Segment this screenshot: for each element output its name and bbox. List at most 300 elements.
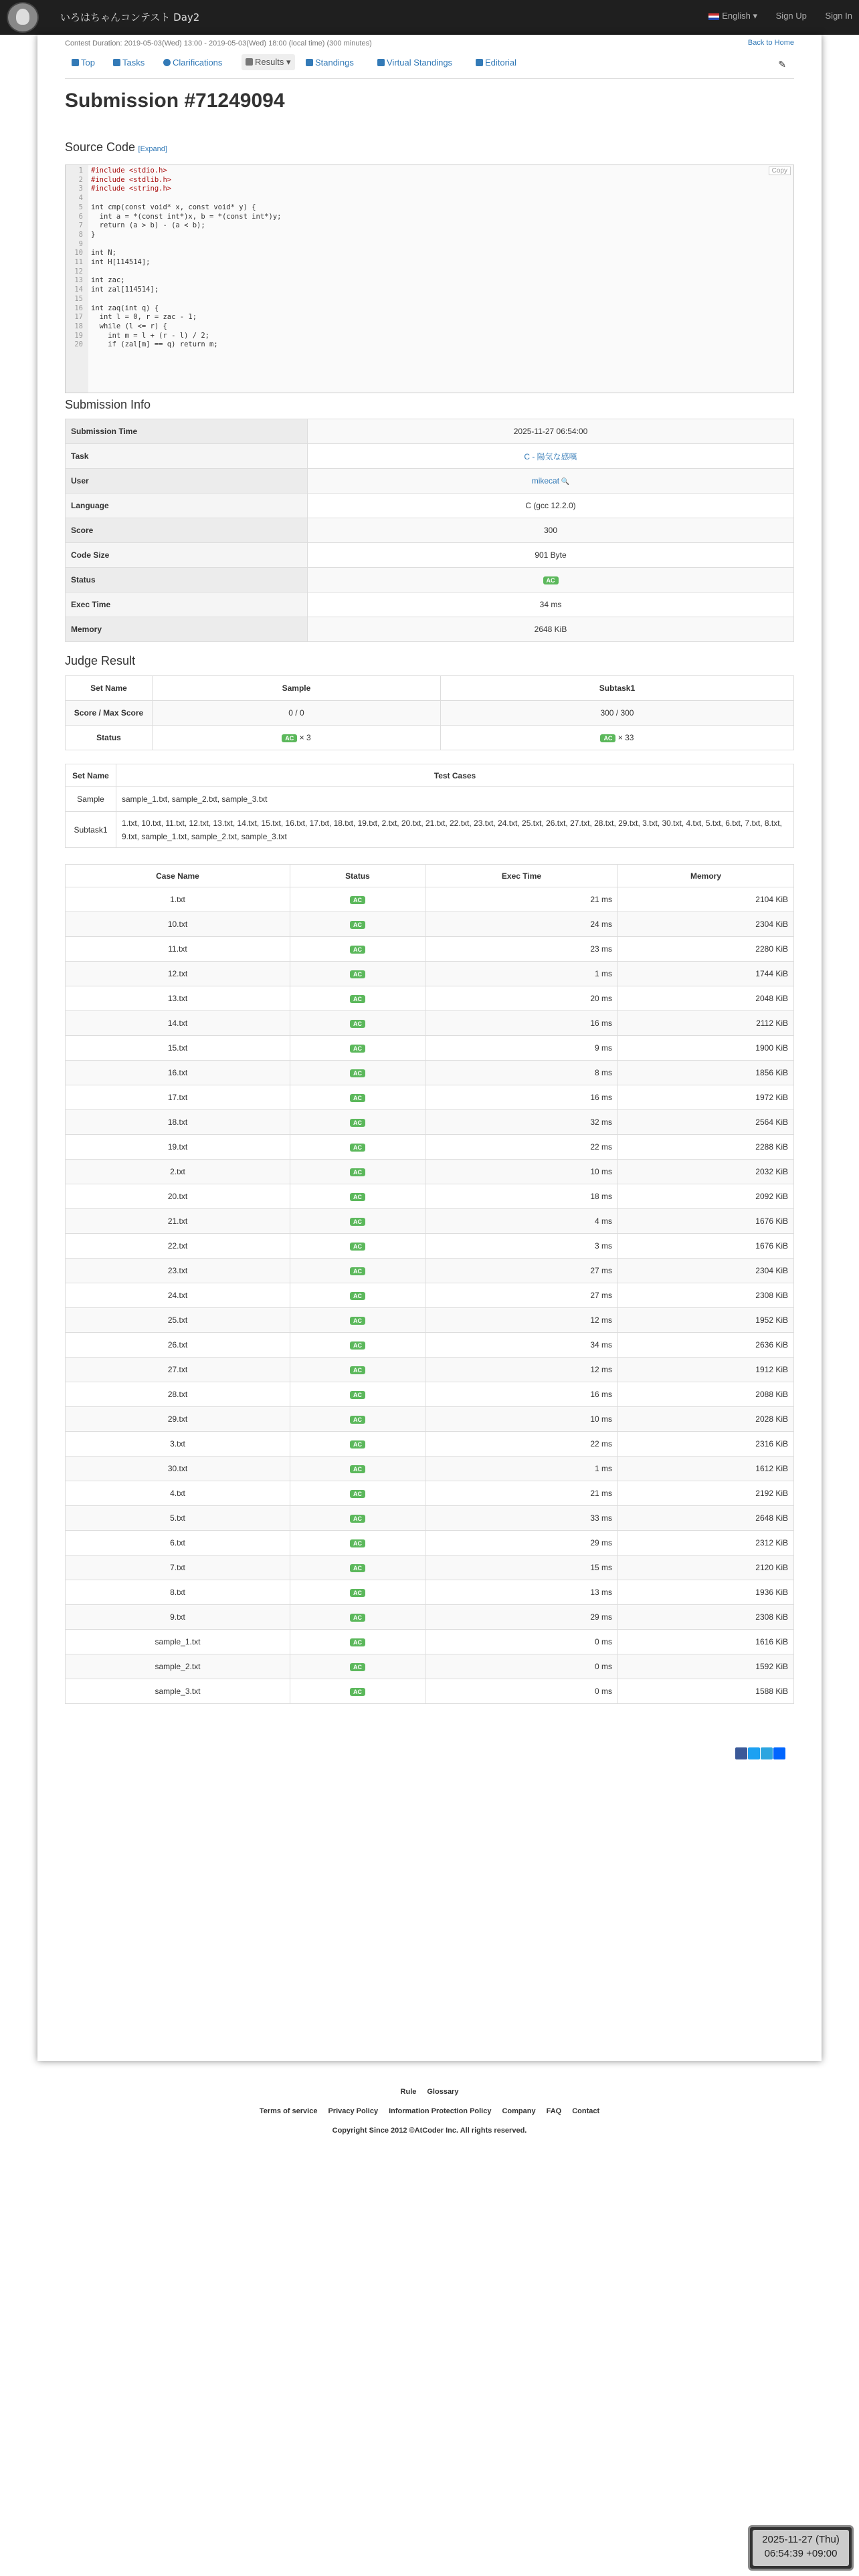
case-exec-time: 0 ms	[425, 1654, 618, 1679]
table-row	[66, 1382, 794, 1407]
case-memory: 1936 KiB	[618, 1580, 794, 1605]
ac-badge: AC	[350, 1317, 365, 1325]
case-memory: 2312 KiB	[618, 1531, 794, 1555]
case-exec-time: 3 ms	[425, 1234, 618, 1259]
case-exec-time: 33 ms	[425, 1506, 618, 1531]
table-row	[66, 1630, 794, 1654]
table-row	[66, 1358, 794, 1382]
case-memory: 1912 KiB	[618, 1358, 794, 1382]
case-name: 1.txt	[66, 887, 290, 912]
case-exec-time: 29 ms	[425, 1605, 618, 1630]
code-text: int zal[114514];	[91, 286, 159, 294]
table-row	[66, 937, 794, 962]
pin-icon[interactable]: ✎	[778, 59, 786, 70]
info-value-text: 300	[543, 526, 558, 535]
header-sample: Sample	[153, 676, 441, 701]
ac-badge: AC	[350, 1341, 365, 1350]
code-line	[66, 167, 793, 176]
facebook-icon[interactable]	[735, 1747, 747, 1759]
back-to-home-link[interactable]: Back to Home	[747, 39, 794, 47]
sign-in-link[interactable]: Sign In	[825, 11, 852, 21]
search-icon[interactable]: 🔍	[559, 478, 570, 486]
info-row	[66, 617, 794, 642]
sample-score: 0 / 0	[153, 701, 441, 726]
info-label: Language	[66, 494, 308, 518]
telegram-icon[interactable]	[761, 1747, 773, 1759]
case-exec-time: 8 ms	[425, 1061, 618, 1085]
fixed-clock	[748, 2525, 854, 2571]
footer-link-terms[interactable]: Terms of service	[259, 2107, 318, 2115]
case-memory: 2028 KiB	[618, 1407, 794, 1432]
info-row	[66, 419, 794, 444]
case-exec-time: 32 ms	[425, 1110, 618, 1135]
table-row	[66, 962, 794, 986]
case-memory: 2192 KiB	[618, 1481, 794, 1506]
tab-results[interactable]: Results ▾	[242, 54, 295, 70]
case-memory: 1616 KiB	[618, 1630, 794, 1654]
case-memory: 2288 KiB	[618, 1135, 794, 1160]
code-line	[66, 295, 793, 304]
header-test-cases: Test Cases	[116, 764, 794, 787]
line-number: 15	[74, 294, 83, 303]
case-memory: 2304 KiB	[618, 1259, 794, 1283]
ac-badge: AC	[350, 1094, 365, 1102]
case-exec-time: 20 ms	[425, 986, 618, 1011]
code-line	[66, 313, 793, 322]
case-name: sample_3.txt	[66, 1679, 290, 1704]
table-row	[66, 1432, 794, 1457]
case-name: 12.txt	[66, 962, 290, 986]
case-status	[290, 1011, 425, 1036]
table-row	[66, 1654, 794, 1679]
case-exec-time: 1 ms	[425, 1457, 618, 1481]
case-status	[290, 986, 425, 1011]
header-status: Status	[290, 865, 425, 887]
table-row	[66, 1333, 794, 1358]
case-name: 4.txt	[66, 1481, 290, 1506]
case-exec-time: 23 ms	[425, 937, 618, 962]
footer-link-company[interactable]: Company	[502, 2107, 536, 2115]
tab-editorial[interactable]: Editorial	[476, 58, 516, 68]
line-number: 19	[74, 331, 83, 340]
case-name: 7.txt	[66, 1555, 290, 1580]
ac-badge: AC	[350, 896, 365, 904]
score-label: Score / Max Score	[66, 701, 153, 726]
table-row	[66, 1259, 794, 1283]
case-exec-time: 16 ms	[425, 1011, 618, 1036]
line-number: 18	[74, 322, 83, 330]
info-row	[66, 593, 794, 617]
info-row	[66, 518, 794, 543]
case-memory: 2308 KiB	[618, 1283, 794, 1308]
info-label: Score	[66, 518, 308, 543]
header-subtask1: Subtask1	[440, 676, 793, 701]
info-row	[66, 444, 794, 469]
source-code-block[interactable]	[65, 165, 794, 393]
ac-badge: AC	[282, 734, 297, 742]
case-memory: 1592 KiB	[618, 1654, 794, 1679]
table-row	[66, 1605, 794, 1630]
case-name: 15.txt	[66, 1036, 290, 1061]
info-label: Submission Time	[66, 419, 308, 444]
case-status	[290, 887, 425, 912]
user-link[interactable]: mikecat	[531, 476, 560, 486]
case-status	[290, 1382, 425, 1407]
footer-link-contact[interactable]: Contact	[572, 2107, 600, 2115]
case-exec-time: 21 ms	[425, 1481, 618, 1506]
case-name: 5.txt	[66, 1506, 290, 1531]
case-status	[290, 1209, 425, 1234]
table-row	[66, 1580, 794, 1605]
table-row	[66, 1184, 794, 1209]
ac-badge: AC	[350, 1119, 365, 1127]
case-name: 19.txt	[66, 1135, 290, 1160]
case-status	[290, 1432, 425, 1457]
case-memory: 2316 KiB	[618, 1432, 794, 1457]
twitter-icon[interactable]	[748, 1747, 760, 1759]
case-name: 24.txt	[66, 1283, 290, 1308]
case-memory: 1588 KiB	[618, 1679, 794, 1704]
case-memory: 1972 KiB	[618, 1085, 794, 1110]
info-value-text: C (gcc 12.2.0)	[525, 501, 576, 510]
case-name: 10.txt	[66, 912, 290, 937]
case-name: sample_1.txt	[66, 1630, 290, 1654]
atcoder-logo[interactable]	[7, 2, 39, 33]
case-exec-time: 22 ms	[425, 1135, 618, 1160]
footer-link-faq[interactable]: FAQ	[546, 2107, 562, 2115]
case-status	[290, 1506, 425, 1531]
code-line	[66, 185, 793, 194]
test-sets-table	[65, 764, 794, 848]
case-name: sample_2.txt	[66, 1654, 290, 1679]
info-row	[66, 494, 794, 518]
case-status	[290, 937, 425, 962]
table-row	[66, 1135, 794, 1160]
case-status	[290, 912, 425, 937]
case-memory: 2032 KiB	[618, 1160, 794, 1184]
code-text: int cmp(const void* x, const void* y) {	[91, 203, 256, 211]
info-value	[308, 568, 794, 593]
case-memory: 2104 KiB	[618, 887, 794, 912]
info-value	[308, 593, 794, 617]
table-row	[66, 1085, 794, 1110]
case-exec-time: 29 ms	[425, 1531, 618, 1555]
code-text: int a = *(const int*)x, b = *(const int*)y;	[91, 212, 282, 221]
case-name: 13.txt	[66, 986, 290, 1011]
case-exec-time: 12 ms	[425, 1308, 618, 1333]
case-exec-time: 13 ms	[425, 1580, 618, 1605]
case-memory: 2304 KiB	[618, 912, 794, 937]
case-memory: 1856 KiB	[618, 1061, 794, 1085]
code-line	[66, 176, 793, 185]
line-number: 8	[78, 230, 83, 239]
header-set-name: Set Name	[66, 764, 116, 787]
code-line	[66, 213, 793, 222]
case-memory: 1900 KiB	[618, 1036, 794, 1061]
case-name: 2.txt	[66, 1160, 290, 1184]
case-name: 23.txt	[66, 1259, 290, 1283]
code-line	[66, 304, 793, 314]
case-name: 27.txt	[66, 1358, 290, 1382]
tab-top[interactable]: Top	[72, 58, 95, 68]
ac-badge: AC	[350, 1144, 365, 1152]
nav-right	[692, 11, 852, 21]
case-exec-time: 18 ms	[425, 1184, 618, 1209]
page-title: Submission #71249094	[65, 90, 285, 112]
case-exec-time: 34 ms	[425, 1333, 618, 1358]
code-text: int m = l + (r - l) / 2;	[91, 331, 210, 340]
table-row	[66, 1506, 794, 1531]
case-status	[290, 1555, 425, 1580]
case-status	[290, 962, 425, 986]
case-status	[290, 1531, 425, 1555]
case-exec-time: 0 ms	[425, 1630, 618, 1654]
table-row	[66, 1457, 794, 1481]
table-icon	[246, 58, 253, 66]
info-row	[66, 568, 794, 593]
case-memory: 2092 KiB	[618, 1184, 794, 1209]
code-text: if (zal[m] == q) return m;	[91, 340, 218, 349]
code-text: }	[91, 230, 96, 239]
table-row	[66, 1555, 794, 1580]
case-status	[290, 1061, 425, 1085]
case-memory: 2564 KiB	[618, 1110, 794, 1135]
sort-icon	[306, 59, 313, 66]
language-dropdown[interactable]: English ▾	[708, 11, 757, 21]
contest-tabs	[65, 52, 794, 79]
case-name: 17.txt	[66, 1085, 290, 1110]
case-name: 8.txt	[66, 1580, 290, 1605]
tab-virtual-standings[interactable]: Virtual Standings	[377, 58, 452, 68]
line-number: 10	[74, 249, 83, 257]
info-row	[66, 543, 794, 568]
navbar	[0, 0, 859, 35]
case-memory: 1612 KiB	[618, 1457, 794, 1481]
set-cases: sample_1.txt, sample_2.txt, sample_3.txt	[116, 787, 794, 812]
line-number: 2	[78, 175, 83, 184]
table-row	[66, 1283, 794, 1308]
table-row	[66, 1061, 794, 1085]
case-memory: 1952 KiB	[618, 1308, 794, 1333]
status-label: Status	[66, 726, 153, 750]
case-status	[290, 1308, 425, 1333]
table-row	[66, 1209, 794, 1234]
home-icon	[72, 59, 79, 66]
set-cases: 1.txt, 10.txt, 11.txt, 12.txt, 13.txt, 14.txt, 15.txt, 16.txt, 17.txt, 18.txt, 19.txt, 2.txt, 20.txt, 21.txt, 22.txt, 23.txt, 24.txt, 25.txt, 26.txt, 27.txt, 28.txt, 29.txt, 3.txt, 30.txt, 4.txt, 5.txt, 6.txt, 7.txt, 8.txt, 9.txt, sample_1.txt, sample_2.txt, sample_3.txt	[116, 812, 794, 848]
table-row	[66, 1036, 794, 1061]
info-value	[308, 518, 794, 543]
code-text: while (l <= r) {	[91, 322, 167, 330]
info-value	[308, 419, 794, 444]
info-label: Task	[66, 444, 308, 469]
submission-info-table	[65, 419, 794, 642]
case-status	[290, 1580, 425, 1605]
case-status	[290, 1085, 425, 1110]
code-text: int zaq(int q) {	[91, 304, 159, 312]
case-memory: 2648 KiB	[618, 1506, 794, 1531]
case-name: 25.txt	[66, 1308, 290, 1333]
ac-badge: AC	[350, 1638, 365, 1646]
subtask1-status: AC × 33	[440, 726, 793, 750]
code-line	[66, 267, 793, 277]
case-exec-time: 10 ms	[425, 1407, 618, 1432]
main-panel	[37, 35, 822, 2061]
info-label: User	[66, 469, 308, 494]
flag-icon	[708, 13, 719, 20]
code-line	[66, 203, 793, 213]
case-exec-time: 24 ms	[425, 912, 618, 937]
ac-badge: AC	[350, 1515, 365, 1523]
case-exec-time: 10 ms	[425, 1160, 618, 1184]
ac-badge: AC	[350, 1243, 365, 1251]
ac-badge: AC	[600, 734, 615, 742]
case-exec-time: 22 ms	[425, 1432, 618, 1457]
case-name: 18.txt	[66, 1110, 290, 1135]
info-value	[308, 494, 794, 518]
case-status	[290, 1135, 425, 1160]
footer-link-info-protection[interactable]: Information Protection Policy	[389, 2107, 492, 2115]
code-line	[66, 322, 793, 332]
case-exec-time: 16 ms	[425, 1085, 618, 1110]
table-row	[66, 1234, 794, 1259]
line-number: 7	[78, 221, 83, 230]
case-name: 30.txt	[66, 1457, 290, 1481]
copy-button[interactable]: Copy	[769, 167, 791, 175]
ac-badge: AC	[350, 1589, 365, 1597]
line-number: 9	[78, 239, 83, 248]
line-number: 14	[74, 286, 83, 294]
case-status	[290, 1259, 425, 1283]
contest-brand[interactable]: いろはちゃんコンテスト Day2	[60, 11, 200, 23]
info-value	[308, 543, 794, 568]
table-row	[66, 1481, 794, 1506]
code-text: int l = 0, r = zac - 1;	[91, 313, 197, 322]
ac-badge: AC	[543, 576, 559, 584]
case-status	[290, 1184, 425, 1209]
case-name: 11.txt	[66, 937, 290, 962]
judge-result-heading: Judge Result	[65, 654, 136, 667]
ac-badge: AC	[350, 970, 365, 978]
case-status	[290, 1630, 425, 1654]
case-name: 9.txt	[66, 1605, 290, 1630]
sample-status: AC × 3	[153, 726, 441, 750]
info-label: Code Size	[66, 543, 308, 568]
header-case-name: Case Name	[66, 865, 290, 887]
table-row	[66, 1110, 794, 1135]
line-number: 5	[78, 203, 83, 211]
submission-info-heading: Submission Info	[65, 398, 151, 411]
case-exec-time: 27 ms	[425, 1259, 618, 1283]
case-name: 22.txt	[66, 1234, 290, 1259]
share-icon[interactable]	[773, 1747, 785, 1759]
line-number: 1	[78, 167, 83, 175]
info-label: Status	[66, 568, 308, 593]
code-text: #include <stdio.h>	[91, 167, 167, 175]
footer-link-glossary[interactable]: Glossary	[427, 2088, 459, 2096]
header-memory: Memory	[618, 865, 794, 887]
case-name: 28.txt	[66, 1382, 290, 1407]
header-set-name: Set Name	[66, 676, 153, 701]
sort-icon	[377, 59, 385, 66]
sign-up-link[interactable]: Sign Up	[775, 11, 807, 21]
case-status	[290, 1407, 425, 1432]
case-memory: 2308 KiB	[618, 1605, 794, 1630]
ac-badge: AC	[350, 1539, 365, 1547]
question-icon	[163, 59, 171, 66]
clock-date: 2025-11-27 (Thu)	[762, 2534, 840, 2545]
table-row	[66, 887, 794, 912]
code-text: int H[114514];	[91, 258, 151, 266]
ac-badge: AC	[350, 1020, 365, 1028]
case-name: 14.txt	[66, 1011, 290, 1036]
case-exec-time: 16 ms	[425, 1382, 618, 1407]
ac-badge: AC	[350, 1490, 365, 1498]
case-memory: 1676 KiB	[618, 1209, 794, 1234]
tab-standings[interactable]: Standings	[306, 58, 354, 68]
code-line	[66, 194, 793, 203]
footer-link-privacy[interactable]: Privacy Policy	[328, 2107, 379, 2115]
case-memory: 2120 KiB	[618, 1555, 794, 1580]
case-memory: 2636 KiB	[618, 1333, 794, 1358]
table-row	[66, 912, 794, 937]
tab-tasks[interactable]: Tasks	[113, 58, 145, 68]
tab-clarifications[interactable]: Clarifications	[163, 58, 222, 68]
code-text: int zac;	[91, 276, 125, 285]
case-exec-time: 12 ms	[425, 1358, 618, 1382]
case-exec-time: 27 ms	[425, 1283, 618, 1308]
clock-time: 06:54:39 +09:00	[764, 2548, 838, 2559]
case-status	[290, 1333, 425, 1358]
set-name: Subtask1	[66, 812, 116, 848]
ac-badge: AC	[350, 1366, 365, 1374]
case-name: 20.txt	[66, 1184, 290, 1209]
info-label: Exec Time	[66, 593, 308, 617]
case-exec-time: 21 ms	[425, 887, 618, 912]
expand-link[interactable]: [Expand]	[138, 145, 167, 153]
case-exec-time: 1 ms	[425, 962, 618, 986]
ac-badge: AC	[350, 946, 365, 954]
info-label: Memory	[66, 617, 308, 642]
info-value-text: 2025-11-27 06:54:00	[513, 427, 588, 436]
subtask1-score: 300 / 300	[440, 701, 793, 726]
footer-link-rule[interactable]: Rule	[400, 2088, 417, 2096]
code-line	[66, 231, 793, 240]
code-line	[66, 276, 793, 286]
case-name: 29.txt	[66, 1407, 290, 1432]
share-buttons	[735, 1747, 785, 1763]
table-row	[66, 1679, 794, 1704]
contest-duration: Contest Duration: 2019-05-03(Wed) 13:00 - 2019-05-03(Wed) 18:00 (local time) (300 minutes)	[65, 39, 372, 47]
case-status	[290, 1036, 425, 1061]
task-link[interactable]: C - 陽気な感嘆	[524, 451, 577, 461]
table-row	[66, 1160, 794, 1184]
case-exec-time: 0 ms	[425, 1679, 618, 1704]
line-number: 11	[74, 258, 83, 266]
info-row	[66, 469, 794, 494]
ac-badge: AC	[350, 1663, 365, 1671]
case-memory: 2280 KiB	[618, 937, 794, 962]
case-name: 26.txt	[66, 1333, 290, 1358]
ac-badge: AC	[350, 1069, 365, 1077]
case-memory: 2112 KiB	[618, 1011, 794, 1036]
info-value-text: 2648 KiB	[534, 625, 567, 634]
case-exec-time: 15 ms	[425, 1555, 618, 1580]
book-icon	[476, 59, 483, 66]
case-name: 6.txt	[66, 1531, 290, 1555]
line-number: 4	[78, 194, 83, 203]
ac-badge: AC	[350, 1045, 365, 1053]
code-line	[66, 240, 793, 249]
